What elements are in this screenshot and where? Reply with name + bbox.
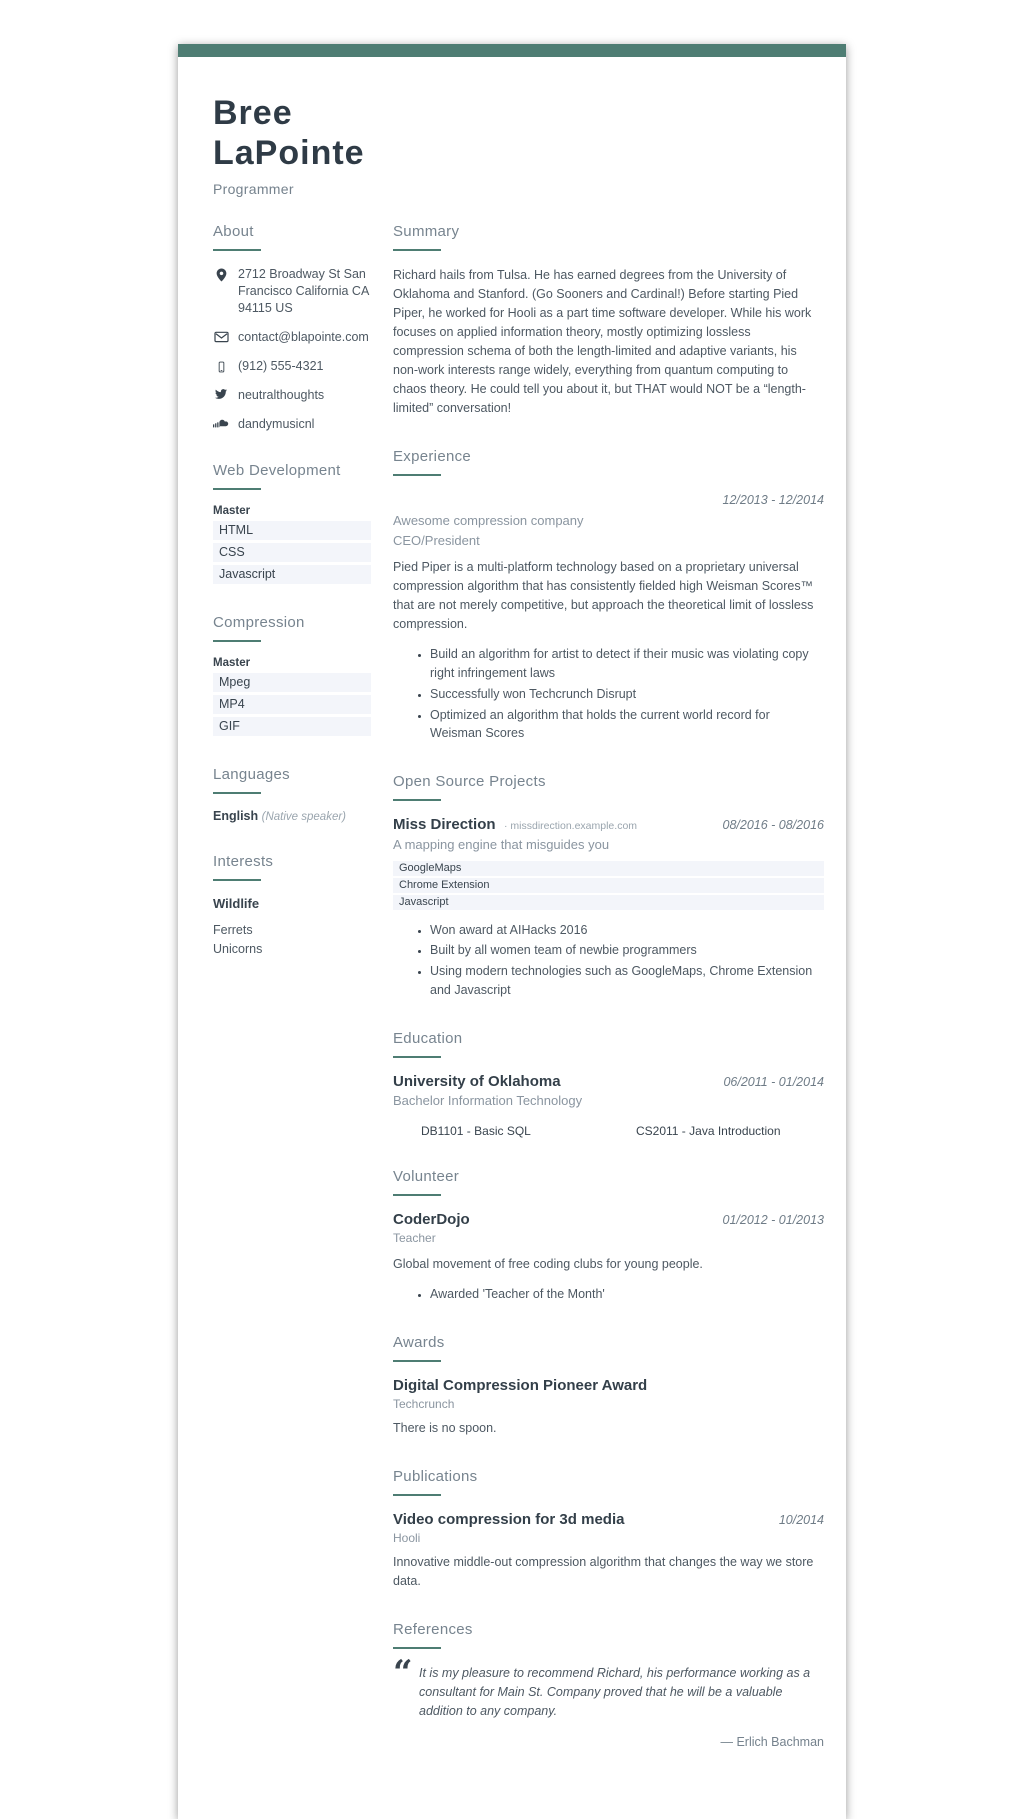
skill-level-label: Master (213, 657, 251, 670)
publication-summary: Innovative middle-out compression algorithm that changes the way we store data. (393, 1555, 814, 1589)
twitter-icon (213, 387, 229, 400)
section-heading: Open Source Projects (393, 773, 824, 801)
bullet-item: • Built by all women team of newbie programmers (430, 941, 824, 960)
course-item: CS2011 - Java Introduction (636, 1124, 781, 1139)
job-title: Programmer (213, 181, 294, 198)
highlight-list (393, 645, 824, 743)
tag-list (393, 861, 824, 910)
quote-icon: “ (393, 1653, 413, 1694)
section-languages (213, 766, 371, 823)
publication-publisher: Hooli (393, 1531, 421, 1546)
section-projects (393, 773, 824, 1000)
section-summary (393, 223, 824, 418)
envelope-icon (213, 329, 229, 343)
skill-level-label: Master (213, 505, 251, 518)
email-link[interactable]: contact@blapointe.com (238, 329, 369, 344)
publication-entry (393, 1511, 824, 1591)
main-column (393, 223, 824, 1779)
language-note: (Native speaker) (261, 811, 347, 824)
bullet-item: • Awarded 'Teacher of the Month' (430, 1285, 824, 1304)
section-references (393, 1621, 824, 1748)
degree: Bachelor Information Technology (393, 1092, 583, 1108)
last-name: LaPointe (213, 134, 365, 173)
section-heading: Awards (393, 1334, 824, 1362)
section-heading: Experience (393, 448, 824, 476)
section-experience (393, 448, 824, 743)
interest-item: Ferrets (213, 923, 253, 938)
project-description: A mapping engine that misguides you (393, 837, 610, 853)
course-list (393, 1124, 824, 1138)
section-heading: References (393, 1621, 824, 1649)
section-heading: Volunteer (393, 1168, 824, 1196)
interest-group-name: Wildlife (213, 896, 260, 912)
section-heading: Summary (393, 223, 824, 251)
section-volunteer (393, 1168, 824, 1304)
language-name: English (213, 809, 259, 824)
tag-item: Chrome Extension (393, 878, 824, 893)
award-title: Digital Compression Pioneer Award (393, 1377, 648, 1395)
section-web-development (213, 462, 371, 584)
bullet-item: • Build an algorithm for artist to detect if their music was violating copy right infringement laws (430, 645, 824, 683)
experience-entry (393, 491, 824, 743)
phone-row (213, 358, 371, 375)
header (213, 57, 824, 197)
publication-title: Video compression for 3d media (393, 1511, 625, 1529)
twitter-row (213, 387, 371, 404)
bullet-item: • Optimized an algorithm that holds the current world record for Weisman Scores (430, 706, 824, 744)
course-item: DB1101 - Basic SQL (421, 1124, 531, 1139)
section-heading: Education (393, 1030, 824, 1058)
award-entry (393, 1377, 824, 1438)
tag-item: GoogleMaps (393, 861, 824, 876)
organization-name: CoderDojo (393, 1211, 470, 1229)
section-heading: Publications (393, 1468, 824, 1496)
award-awarder: Techcrunch (393, 1397, 455, 1412)
skill-item: CSS (213, 543, 371, 562)
bullet-item: • Successfully won Techcrunch Disrupt (430, 685, 824, 704)
reference-entry (393, 1653, 824, 1720)
location-pin-icon (213, 266, 229, 283)
summary-text: Richard hails from Tulsa. He has earned degrees from the University of Oklahoma and Stanford. (Go Sooners and Cardinal!) Before starting Pied Piper, he worked for Hooli as a part time software developer. While his work focuses on applied information theory, mostly optimizing lossless compression schema of both the length-limited and adaptive variants, his non-work interests range widely, everything from quantum computing to chaos theory. He could tell you about it, but THAT would NOT be a “length-limited” conversation! (393, 268, 812, 416)
person-name (213, 93, 824, 173)
section-heading: Web Development (213, 462, 371, 490)
mobile-phone-icon (213, 358, 229, 375)
project-entry (393, 816, 824, 1000)
interest-item: Unicorns (213, 941, 263, 956)
section-awards (393, 1334, 824, 1438)
sidebar (213, 223, 371, 1779)
highlight-list (393, 1285, 824, 1304)
soundcloud-handle[interactable]: dandymusicnl (238, 416, 315, 431)
section-about (213, 223, 371, 432)
address-row (213, 266, 371, 317)
entry-date: 10/2014 (778, 1513, 824, 1528)
skill-item: MP4 (213, 695, 371, 714)
entry-date: 12/2013 - 12/2014 (722, 493, 824, 508)
phone-number: (912) 555-4321 (238, 358, 324, 373)
email-row (213, 329, 371, 346)
bullet-item: • Using modern technologies such as GoogleMaps, Chrome Extension and Javascript (430, 962, 824, 1000)
reference-quote: It is my pleasure to recommend Richard, his performance working as a consultant for Main St. Company proved that he will be a valuable addition to any company. (419, 1666, 811, 1718)
tag-item: Javascript (393, 895, 824, 910)
section-interests (213, 853, 371, 957)
accent-bar (178, 44, 846, 57)
section-heading: Languages (213, 766, 371, 794)
project-title: Miss Direction (393, 816, 496, 834)
school-name: University of Oklahoma (393, 1072, 561, 1090)
volunteer-entry (393, 1211, 824, 1304)
skill-item: Javascript (213, 565, 371, 584)
section-compression (213, 614, 371, 736)
section-heading: About (213, 223, 371, 251)
entry-date: 01/2012 - 01/2013 (722, 1213, 824, 1228)
resume-card (178, 44, 846, 1819)
section-publications (393, 1468, 824, 1591)
section-heading: Interests (213, 853, 371, 881)
reference-attribution: — Erlich Bachman (720, 1734, 824, 1749)
entry-summary: Global movement of free coding clubs for young people. (393, 1257, 703, 1272)
soundcloud-icon (213, 416, 229, 429)
volunteer-position: Teacher (393, 1231, 436, 1246)
soundcloud-row (213, 416, 371, 433)
award-summary: There is no spoon. (393, 1421, 497, 1436)
entry-date: 08/2016 - 08/2016 (722, 818, 824, 833)
entry-summary: Pied Piper is a multi-platform technology based on a proprietary universal compression algorithm that has consistently fielded high Weisman Scores™ that are not merely competitive, but approach the theoretical limit of lossless compression. (393, 560, 814, 632)
education-entry (393, 1073, 824, 1139)
section-heading: Compression (213, 614, 371, 642)
section-education (393, 1030, 824, 1139)
skill-item: Mpeg (213, 673, 371, 692)
first-name: Bree (213, 94, 293, 132)
bullet-item: • Won award at AIHacks 2016 (430, 921, 824, 940)
entry-company: Awesome compression company (393, 513, 584, 529)
project-website-link[interactable]: · missdirection.example.com (503, 820, 638, 833)
highlight-list (393, 921, 824, 1000)
address-text: 2712 Broadway St San Francisco California CA 94115 US (238, 267, 369, 315)
language-item (213, 809, 371, 823)
entry-date: 06/2011 - 01/2014 (723, 1074, 824, 1089)
skill-item: GIF (213, 717, 371, 736)
skill-item: HTML (213, 521, 371, 540)
twitter-handle[interactable]: neutralthoughts (238, 387, 325, 402)
entry-position: CEO/President (393, 532, 480, 548)
